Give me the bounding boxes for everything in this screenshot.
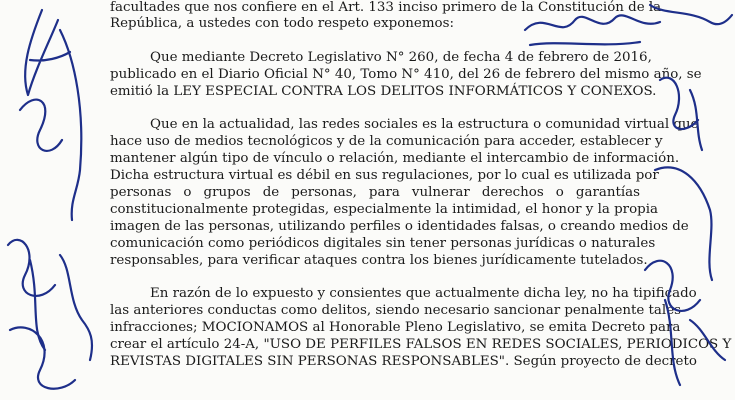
text-line: emitió la LEY ESPECIAL CONTRA LOS DELITOS INFORMÁTICOS Y CONEXOS.: [110, 84, 657, 99]
text-line: las anteriores conductas como delitos, siendo necesario sancionar penalmente tales: [110, 303, 681, 318]
text-line: REVISTAS DIGITALES SIN PERSONAS RESPONSABLES". Según proyecto de decreto: [110, 354, 697, 369]
text-line: publicado en el Diario Oficial N° 40, Tomo N° 410, del 26 de febrero del mismo año, se: [110, 67, 702, 82]
text-line: Que mediante Decreto Legislativo N° 260, de fecha 4 de febrero de 2016,: [150, 50, 652, 65]
text-line: mantener algún tipo de vínculo o relación, mediante el intercambio de información.: [110, 151, 680, 166]
text-line: Dicha estructura virtual es débil en sus regulaciones, por lo cual es utilizada por: [110, 168, 659, 183]
text-line: personas o grupos de personas, para vulnerar derechos o garantías: [110, 185, 640, 200]
text-line: República, a ustedes con todo respeto exponemos:: [110, 16, 454, 31]
text-line: crear el artículo 24-A, "USO DE PERFILES FALSOS EN REDES SOCIALES, PERIODICOS Y: [110, 337, 732, 352]
text-line: constitucionalmente protegidas, especialmente la intimidad, el honor y la propia: [110, 202, 658, 217]
text-line: hace uso de medios tecnológicos y de la comunicación para acceder, establecer y: [110, 134, 663, 149]
text-line: Que en la actualidad, las redes sociales es la estructura o comunidad virtual que: [150, 117, 699, 132]
text-line: responsables, para verificar ataques contra los bienes jurídicamente tutelados.: [110, 253, 648, 268]
text-line: En razón de lo expuesto y consientes que actualmente dicha ley, no ha tipificado: [150, 286, 697, 301]
text-line: infracciones; MOCIONAMOS al Honorable Pleno Legislativo, se emita Decreto para: [110, 320, 681, 335]
text-line: facultades que nos confiere en el Art. 133 inciso primero de la Constitución de la: [110, 0, 662, 15]
text-line: imagen de las personas, utilizando perfiles o identidades falsas, o creando medios de: [110, 219, 689, 234]
text-line: comunicación como periódicos digitales sin tener personas jurídicas o naturales: [110, 236, 656, 251]
signature-left-margin: [0, 0, 110, 400]
